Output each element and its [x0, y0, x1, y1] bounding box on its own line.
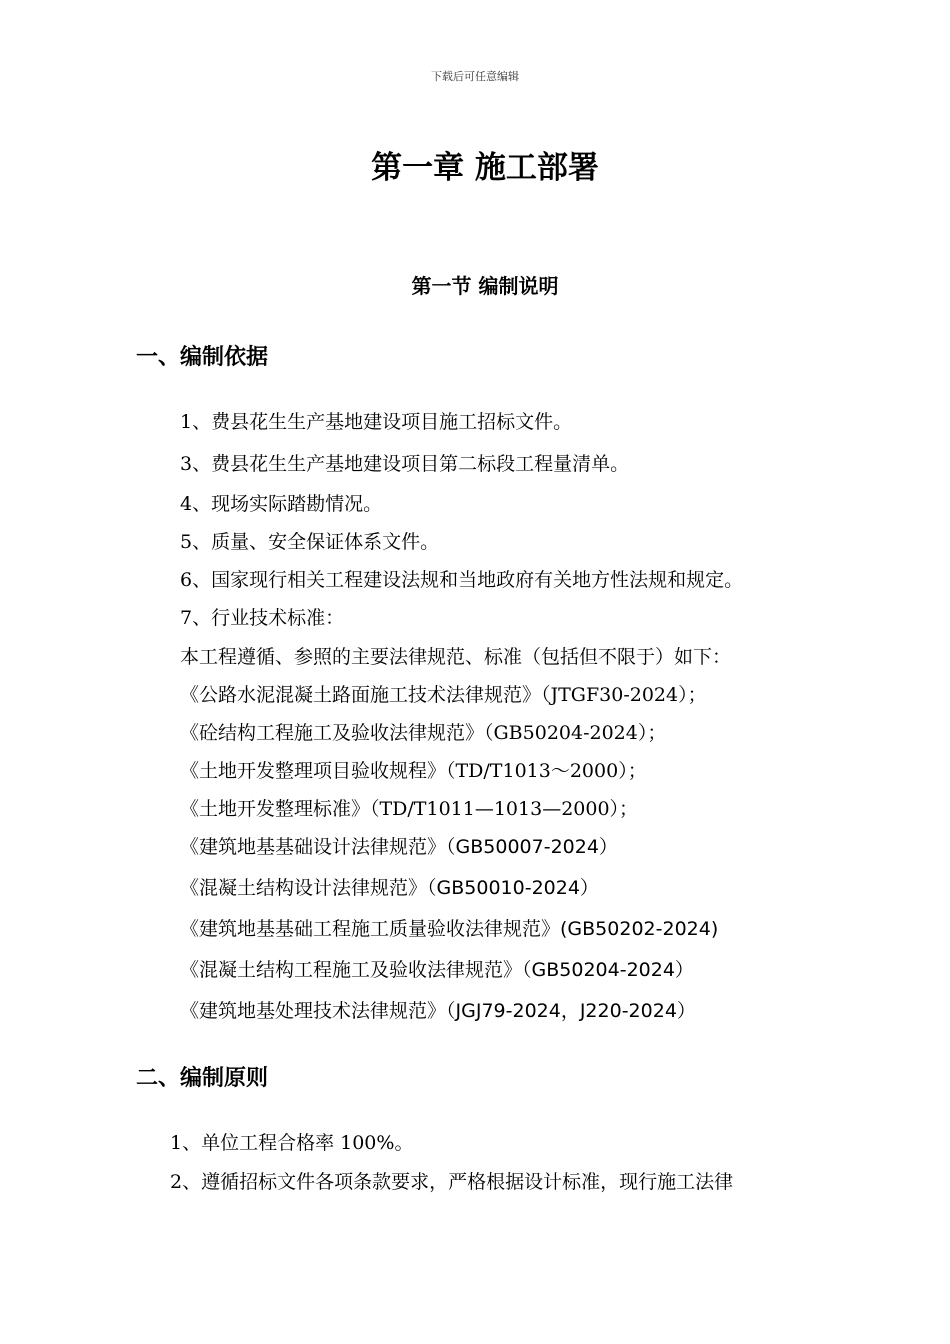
standard-line [180, 999, 696, 1023]
principle-item-1: 1、单位工程合格率 100%。 [170, 1132, 414, 1154]
standard-code: (GB50202-2024) [560, 918, 719, 940]
section-title: 第一节 编制说明 [411, 274, 559, 298]
standard-code: （GB50204-2024） [522, 959, 694, 981]
standard-line [180, 917, 718, 941]
part2-heading: 二、编制原则 [136, 1066, 269, 1091]
standard-line [180, 958, 694, 982]
standard-line: 《砼结构工程施工及验收法律规范》（GB50204-2024）； [180, 722, 667, 744]
standard-code: （GB50007-2024） [446, 836, 618, 858]
basis-item-3: 3、费县花生生产基地建设项目第二标段工程量清单。 [180, 453, 630, 475]
standard-name: 《混凝土结构工程施工及验收法律规范》 [180, 959, 523, 981]
standard-name: 《建筑地基基础工程施工质量验收法律规范》 [180, 918, 561, 940]
standard-line: 《土地开发整理项目验收规程》（TD/T1013～2000）； [180, 760, 647, 782]
principle-item-2: 2、遵循招标文件各项条款要求，严格根据设计标准，现行施工法律 [170, 1171, 734, 1193]
standard-line: 《土地开发整理标准》（TD/T1011—1013—2000）； [180, 798, 639, 820]
standard-line [180, 876, 599, 900]
chapter-title: 第一章 施工部署 [371, 150, 599, 186]
basis-item-5: 5、质量、安全保证体系文件。 [180, 531, 440, 553]
standard-line [180, 835, 618, 859]
basis-item-7: 7、行业技术标准： [180, 607, 345, 629]
standard-code: （GB50010-2024） [427, 877, 599, 899]
standard-name: 《建筑地基处理技术法律规范》 [180, 1000, 447, 1022]
part1-heading: 一、编制依据 [136, 345, 269, 370]
basis-item-1: 1、费县花生生产基地建设项目施工招标文件。 [180, 411, 573, 433]
basis-item-4: 4、现场实际踏勘情况。 [180, 493, 383, 515]
standards-intro: 本工程遵循、参照的主要法律规范、标准（包括但不限于）如下： [180, 646, 732, 668]
standard-name: 《建筑地基基础设计法律规范》 [180, 836, 447, 858]
standard-line: 《公路水泥混凝土路面施工技术法律规范》（JTGF30-2024）； [180, 684, 707, 706]
basis-item-6: 6、国家现行相关工程建设法规和当地政府有关地方性法规和规定。 [180, 569, 744, 591]
standard-name: 《混凝土结构设计法律规范》 [180, 877, 428, 899]
header-note: 下载后可任意编辑 [431, 70, 519, 83]
standard-code: （JGJ79-2024，J220-2024） [446, 1000, 696, 1022]
